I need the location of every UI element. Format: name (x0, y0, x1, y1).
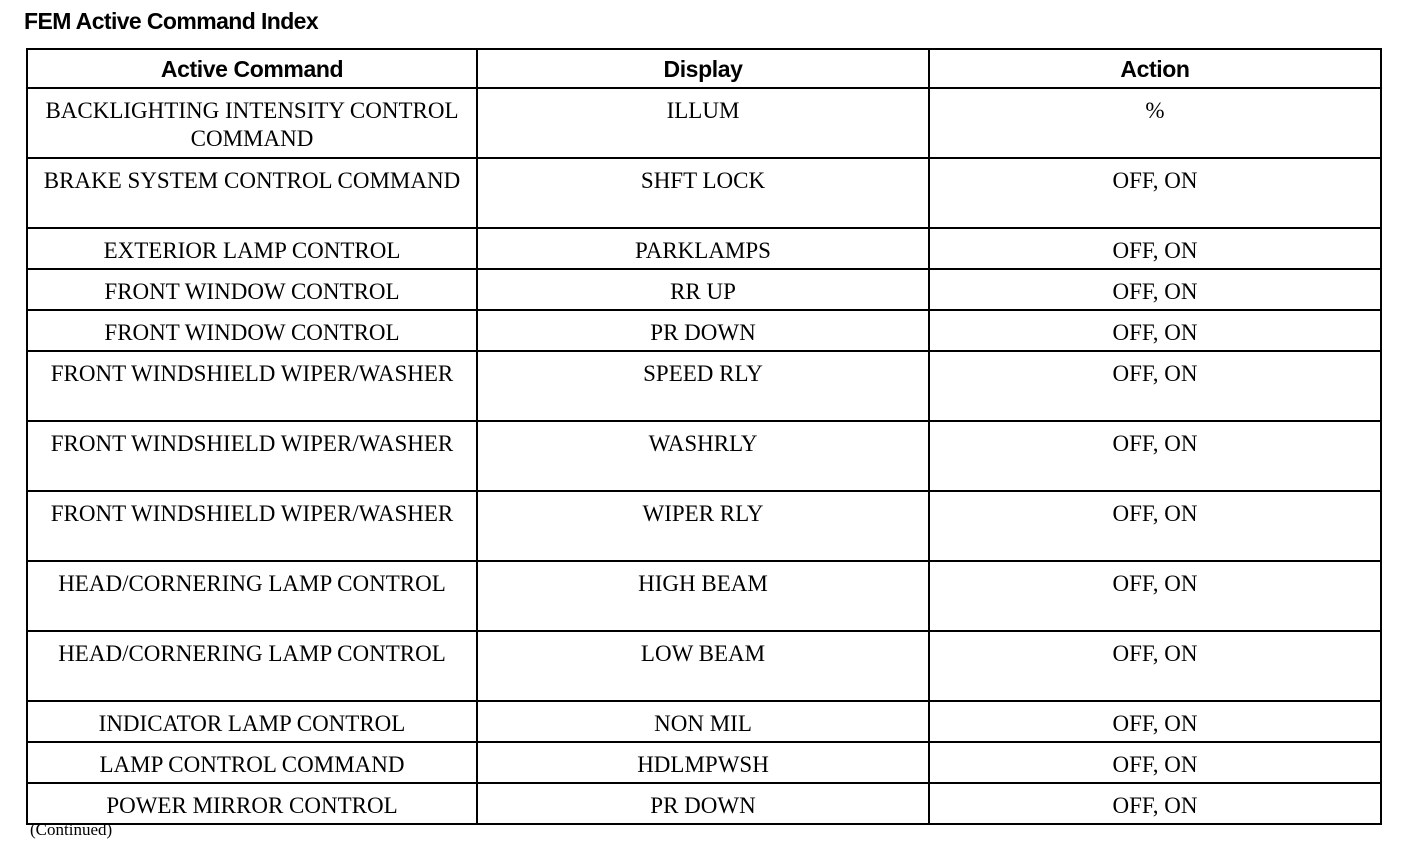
cell-command: LAMP CONTROL COMMAND (27, 742, 477, 783)
column-header-active-command: Active Command (27, 49, 477, 88)
table-row (27, 351, 1381, 421)
cell-action: OFF, ON (929, 561, 1381, 631)
cell-display: RR UP (477, 269, 929, 310)
cell-display: WIPER RLY (477, 491, 929, 561)
cell-display: SHFT LOCK (477, 158, 929, 228)
cell-command: EXTERIOR LAMP CONTROL (27, 228, 477, 269)
cell-action: OFF, ON (929, 269, 1381, 310)
cell-action: OFF, ON (929, 228, 1381, 269)
column-header-display: Display (477, 49, 929, 88)
cell-display: HIGH BEAM (477, 561, 929, 631)
continued-note: (Continued) (30, 820, 113, 839)
cell-command: FRONT WINDOW CONTROL (27, 269, 477, 310)
cell-action: OFF, ON (929, 351, 1381, 421)
cell-display: NON MIL (477, 701, 929, 742)
cell-command: FRONT WINDOW CONTROL (27, 310, 477, 351)
cell-command: HEAD/CORNERING LAMP CONTROL (27, 631, 477, 701)
table-header-row (27, 49, 1381, 88)
cell-action: OFF, ON (929, 158, 1381, 228)
page-title: FEM Active Command Index (24, 8, 319, 34)
table-row (27, 228, 1381, 269)
table-row (27, 88, 1381, 158)
cell-command: INDICATOR LAMP CONTROL (27, 701, 477, 742)
cell-display: WASHRLY (477, 421, 929, 491)
cell-command: FRONT WINDSHIELD WIPER/WASHER (27, 491, 477, 561)
cell-display: ILLUM (477, 88, 929, 158)
table-row (27, 158, 1381, 228)
cell-display: HDLMPWSH (477, 742, 929, 783)
table-row (27, 421, 1381, 491)
cell-action: OFF, ON (929, 783, 1381, 824)
cell-action: % (929, 88, 1381, 158)
cell-command: POWER MIRROR CONTROL (27, 783, 477, 824)
cell-command: BACKLIGHTING INTENSITY CONTROL COMMAND (27, 88, 477, 158)
cell-command: HEAD/CORNERING LAMP CONTROL (27, 561, 477, 631)
active-command-table (26, 48, 1382, 825)
table-row (27, 561, 1381, 631)
table-row (27, 269, 1381, 310)
cell-display: LOW BEAM (477, 631, 929, 701)
cell-action: OFF, ON (929, 421, 1381, 491)
cell-display: PR DOWN (477, 310, 929, 351)
table-row (27, 742, 1381, 783)
column-header-action: Action (929, 49, 1381, 88)
table-row (27, 491, 1381, 561)
cell-command: FRONT WINDSHIELD WIPER/WASHER (27, 351, 477, 421)
cell-display: PARKLAMPS (477, 228, 929, 269)
table-row (27, 701, 1381, 742)
table-row (27, 310, 1381, 351)
table-row (27, 631, 1381, 701)
cell-action: OFF, ON (929, 701, 1381, 742)
cell-display: SPEED RLY (477, 351, 929, 421)
cell-action: OFF, ON (929, 742, 1381, 783)
cell-display: PR DOWN (477, 783, 929, 824)
cell-action: OFF, ON (929, 310, 1381, 351)
table-row (27, 783, 1381, 824)
cell-action: OFF, ON (929, 491, 1381, 561)
cell-command: FRONT WINDSHIELD WIPER/WASHER (27, 421, 477, 491)
cell-command: BRAKE SYSTEM CONTROL COMMAND (27, 158, 477, 228)
cell-action: OFF, ON (929, 631, 1381, 701)
